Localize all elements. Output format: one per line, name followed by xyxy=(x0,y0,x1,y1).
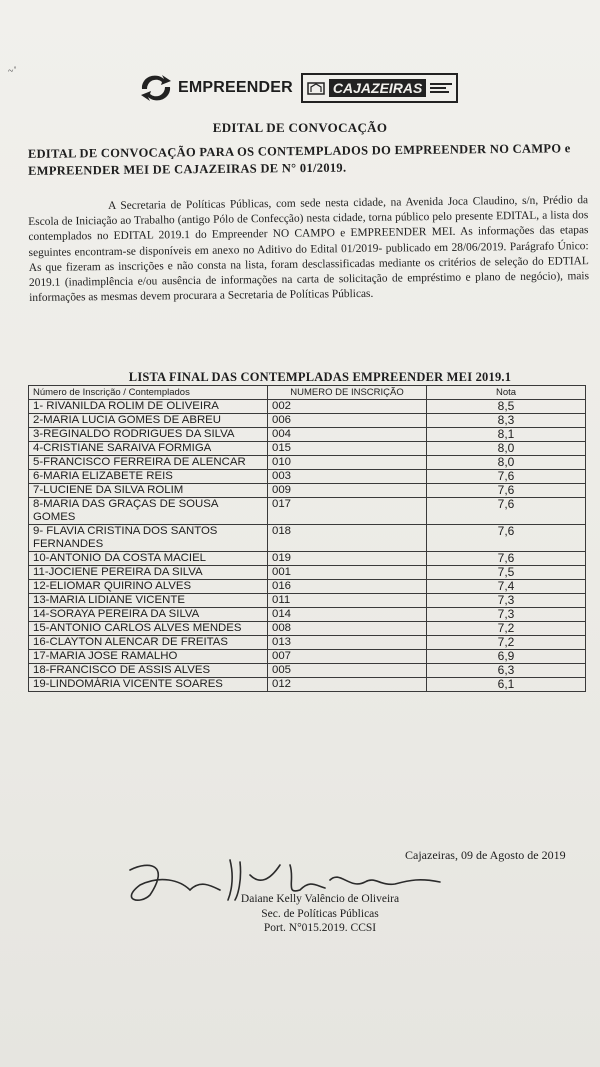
table-row xyxy=(29,636,586,650)
signer-role: Sec. de Políticas Públicas xyxy=(261,907,379,920)
edital-subtitle: EDITAL DE CONVOCAÇÃO PARA OS CONTEMPLADOS DO EMPREENDER NO CAMPO e EMPREENDER MEI DE CAJAZEIRAS DE N° 01/2019. xyxy=(27,141,571,178)
row-contemplado-name: 1- RIVANILDA ROLIM DE OLIVEIRA xyxy=(29,400,268,414)
header-contemplados: Número de Inscrição / Contemplados xyxy=(29,386,268,400)
table-row xyxy=(29,664,586,678)
row-contemplado-name: 9- FLAVIA CRISTINA DOS SANTOS FERNANDES xyxy=(29,525,268,552)
row-nota: 7,6 xyxy=(427,552,586,566)
row-numero-inscricao: 018 xyxy=(268,525,427,552)
row-numero-inscricao: 002 xyxy=(268,400,427,414)
row-contemplado-name: 16-CLAYTON ALENCAR DE FREITAS xyxy=(29,636,268,650)
table-row xyxy=(29,400,586,414)
table-row xyxy=(29,414,586,428)
table-header-row xyxy=(29,386,586,400)
row-contemplado-name: 10-ANTONIO DA COSTA MACIEL xyxy=(29,552,268,566)
row-contemplado-name: 11-JOCIENE PEREIRA DA SILVA xyxy=(29,566,268,580)
row-numero-inscricao: 009 xyxy=(268,484,427,498)
table-row xyxy=(29,456,586,470)
row-nota: 8,1 xyxy=(427,428,586,442)
header-nota: Nota xyxy=(427,386,586,400)
row-contemplado-name: 14-SORAYA PEREIRA DA SILVA xyxy=(29,608,268,622)
row-nota: 7,3 xyxy=(427,594,586,608)
table-row xyxy=(29,470,586,484)
row-nota: 6,9 xyxy=(427,650,586,664)
table-row xyxy=(29,442,586,456)
table-row xyxy=(29,428,586,442)
table-row xyxy=(29,566,586,580)
row-nota: 7,6 xyxy=(427,498,586,525)
city-tagline-icon xyxy=(430,81,452,95)
row-nota: 7,6 xyxy=(427,470,586,484)
row-contemplado-name: 13-MARIA LIDIANE VICENTE xyxy=(29,594,268,608)
list-title: LISTA FINAL DAS CONTEMPLADAS EMPREENDER MEI 2019.1 xyxy=(128,370,512,384)
row-numero-inscricao: 010 xyxy=(268,456,427,470)
signer-portaria: Port. N°015.2019. CCSI xyxy=(263,922,377,934)
table-row xyxy=(29,678,586,692)
row-nota: 8,0 xyxy=(427,456,586,470)
row-nota: 7,6 xyxy=(427,484,586,498)
row-contemplado-name: 5-FRANCISCO FERREIRA DE ALENCAR xyxy=(29,456,268,470)
row-numero-inscricao: 013 xyxy=(268,636,427,650)
row-contemplado-name: 4-CRISTIANE SARAIVA FORMIGA xyxy=(29,442,268,456)
row-contemplado-name: 19-LINDOMÁRIA VICENTE SOARES xyxy=(29,678,268,692)
row-contemplado-name: 8-MARIA DAS GRAÇAS DE SOUSA GOMES xyxy=(29,498,268,525)
signature-block xyxy=(200,892,440,936)
empreender-arrows-icon xyxy=(138,73,174,103)
cajazeiras-logo xyxy=(301,73,458,103)
row-nota: 8,5 xyxy=(427,400,586,414)
edital-body-paragraph: A Secretaria de Políticas Públicas, com sede nesta cidade, na Avenida Joca Claudino, s/n, Prédio da Escola de Iniciação ao Trabalho (antigo Pólo de Confecção) nesta cidade, torna público pelo presente EDITAL, a lista dos contemplados no EDITAL 2019.1 do Empreender NO CAMPO e EMPREENDER MEI. As informações das etapas seguintes encontram-se disponíveis em anexo no Aditivo do Edital 01/2019- publicado em 28/06/2019. Parágrafo Único: As que fizeram as inscrições e não consta na lista, foram desclassificadas mediante os critérios de seleção do EDTIAL 2019.1 (inadimplência e/ou ausência de informações na carta de solicitação de empréstimo e plano de negócio), mais informações as mesmas devem procurara a Secretaria de Políticas Públicas. xyxy=(28,194,590,305)
empreender-logo xyxy=(138,73,293,103)
empreender-wordmark: EMPREENDER xyxy=(178,79,293,96)
row-nota: 7,6 xyxy=(427,525,586,552)
row-numero-inscricao: 003 xyxy=(268,470,427,484)
signer-name: Daiane Kelly Valêncio de Oliveira xyxy=(240,893,400,905)
row-nota: 7,5 xyxy=(427,566,586,580)
row-numero-inscricao: 016 xyxy=(268,580,427,594)
header-numero-inscricao: NUMERO DE INSCRIÇÃO xyxy=(268,386,427,400)
row-numero-inscricao: 019 xyxy=(268,552,427,566)
table-row xyxy=(29,552,586,566)
row-contemplado-name: 12-ELIOMAR QUIRINO ALVES xyxy=(29,580,268,594)
row-numero-inscricao: 007 xyxy=(268,650,427,664)
table-row xyxy=(29,525,586,552)
row-numero-inscricao: 004 xyxy=(268,428,427,442)
table-row xyxy=(29,608,586,622)
row-nota: 6,3 xyxy=(427,664,586,678)
row-numero-inscricao: 015 xyxy=(268,442,427,456)
row-numero-inscricao: 006 xyxy=(268,414,427,428)
paper-mark: ~˚ xyxy=(8,66,17,77)
contemplados-table xyxy=(28,385,586,692)
table-row xyxy=(29,484,586,498)
row-numero-inscricao: 005 xyxy=(268,664,427,678)
row-numero-inscricao: 001 xyxy=(268,566,427,580)
row-contemplado-name: 18-FRANCISCO DE ASSIS ALVES xyxy=(29,664,268,678)
row-numero-inscricao: 014 xyxy=(268,608,427,622)
row-numero-inscricao: 017 xyxy=(268,498,427,525)
page-title: EDITAL DE CONVOCAÇÃO xyxy=(212,120,388,135)
row-contemplado-name: 15-ANTONIO CARLOS ALVES MENDES xyxy=(29,622,268,636)
header-logos xyxy=(138,68,478,108)
row-contemplado-name: 2-MARIA LUCIA GOMES DE ABREU xyxy=(29,414,268,428)
row-nota: 7,2 xyxy=(427,622,586,636)
row-nota: 7,3 xyxy=(427,608,586,622)
row-nota: 7,4 xyxy=(427,580,586,594)
city-emblem-icon xyxy=(307,80,325,96)
cajazeiras-wordmark: CAJAZEIRAS xyxy=(329,79,426,97)
table-row xyxy=(29,622,586,636)
table-row xyxy=(29,650,586,664)
row-nota: 6,1 xyxy=(427,678,586,692)
row-contemplado-name: 7-LUCIENE DA SILVA ROLIM xyxy=(29,484,268,498)
row-nota: 7,2 xyxy=(427,636,586,650)
row-numero-inscricao: 012 xyxy=(268,678,427,692)
signing-date: Cajazeiras, 09 de Agosto de 2019 xyxy=(405,848,566,862)
table-row xyxy=(29,498,586,525)
row-nota: 8,0 xyxy=(427,442,586,456)
row-contemplado-name: 17-MARIA JOSE RAMALHO xyxy=(29,650,268,664)
row-numero-inscricao: 011 xyxy=(268,594,427,608)
row-contemplado-name: 6-MARIA ELIZABETE REIS xyxy=(29,470,268,484)
row-nota: 8,3 xyxy=(427,414,586,428)
table-row xyxy=(29,594,586,608)
table-row xyxy=(29,580,586,594)
row-numero-inscricao: 008 xyxy=(268,622,427,636)
row-contemplado-name: 3-REGINALDO RODRIGUES DA SILVA xyxy=(29,428,268,442)
